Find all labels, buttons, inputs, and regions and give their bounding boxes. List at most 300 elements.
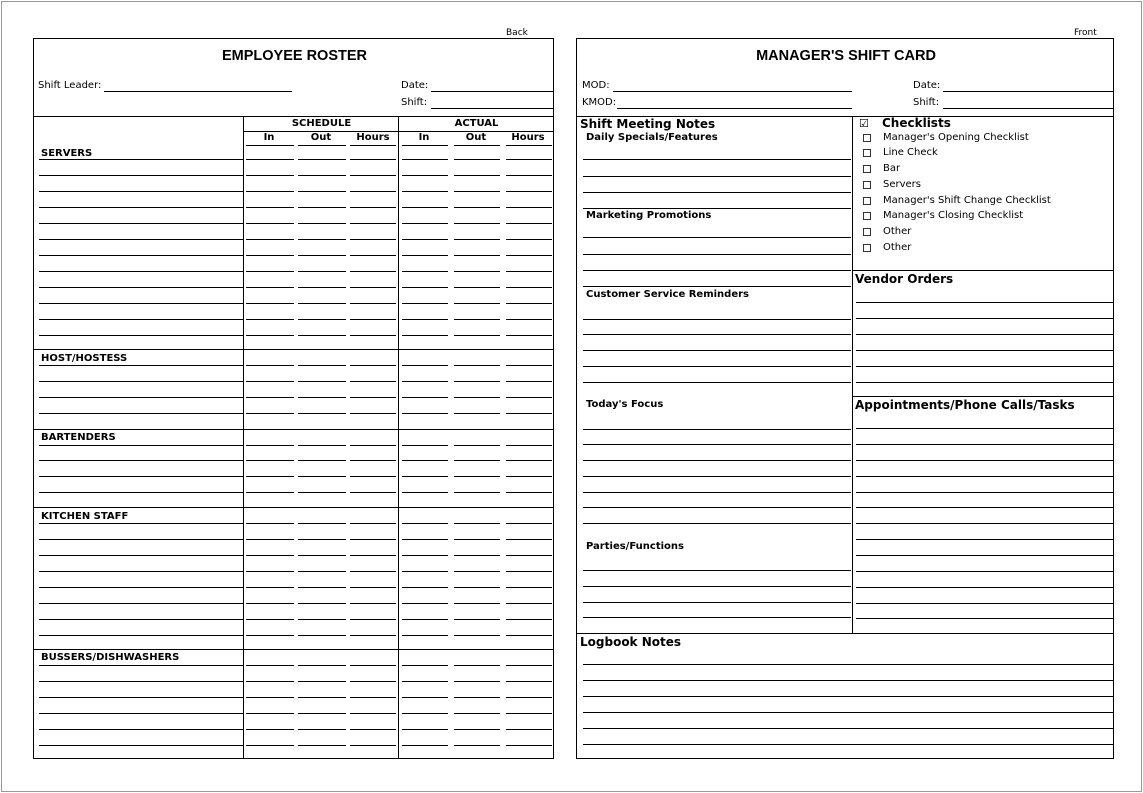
checklist-item-label: Manager's Opening Checklist bbox=[883, 132, 1029, 143]
kmod-field[interactable] bbox=[617, 108, 852, 109]
name-write-line bbox=[39, 239, 243, 240]
name-write-line bbox=[39, 523, 243, 524]
time-write-line bbox=[246, 697, 294, 698]
checkbox-icon[interactable] bbox=[863, 149, 871, 157]
notes-write-line bbox=[583, 159, 851, 160]
time-write-line bbox=[298, 159, 346, 160]
time-write-line bbox=[246, 159, 294, 160]
name-write-line bbox=[39, 287, 243, 288]
time-write-line bbox=[454, 223, 500, 224]
time-write-line bbox=[298, 571, 346, 572]
time-write-line bbox=[298, 319, 346, 320]
schedule-hours-header: Hours bbox=[356, 132, 390, 143]
time-write-line bbox=[298, 681, 346, 682]
time-write-line bbox=[402, 271, 448, 272]
name-write-line bbox=[39, 381, 243, 382]
logbook-write-line bbox=[583, 744, 1113, 745]
column-header-underline bbox=[402, 145, 448, 146]
roster-date-field[interactable] bbox=[431, 91, 553, 92]
card-date-field[interactable] bbox=[943, 91, 1114, 92]
time-write-line bbox=[454, 159, 500, 160]
time-write-line bbox=[506, 745, 552, 746]
card-column-divider bbox=[852, 116, 853, 633]
time-write-line bbox=[454, 603, 500, 604]
category-host-hostess: HOST/HOSTESS bbox=[41, 353, 128, 364]
time-write-line bbox=[506, 460, 552, 461]
time-write-line bbox=[246, 365, 294, 366]
time-write-line bbox=[246, 191, 294, 192]
time-write-line bbox=[506, 523, 552, 524]
time-write-line bbox=[506, 207, 552, 208]
notes-write-line bbox=[583, 586, 851, 587]
time-write-line bbox=[246, 713, 294, 714]
notes-write-line bbox=[583, 570, 851, 571]
time-write-line bbox=[402, 303, 448, 304]
time-write-line bbox=[506, 397, 552, 398]
name-write-line bbox=[39, 223, 243, 224]
time-write-line bbox=[454, 335, 500, 336]
time-write-line bbox=[506, 492, 552, 493]
name-write-line bbox=[39, 697, 243, 698]
time-write-line bbox=[454, 697, 500, 698]
category-kitchen-staff: KITCHEN STAFF bbox=[41, 511, 129, 522]
notes-write-line bbox=[583, 444, 851, 445]
time-write-line bbox=[506, 175, 552, 176]
logbook-write-line bbox=[583, 712, 1113, 713]
name-write-line bbox=[39, 303, 243, 304]
time-write-line bbox=[454, 255, 500, 256]
time-write-line bbox=[402, 713, 448, 714]
notes-write-line bbox=[583, 334, 851, 335]
time-write-line bbox=[506, 445, 552, 446]
time-write-line bbox=[350, 413, 396, 414]
time-write-line bbox=[350, 587, 396, 588]
time-write-line bbox=[350, 191, 396, 192]
vendor-write-line bbox=[856, 350, 1113, 351]
time-write-line bbox=[350, 523, 396, 524]
column-header-underline bbox=[454, 145, 500, 146]
roster-title: EMPLOYEE ROSTER bbox=[221, 48, 368, 64]
time-write-line bbox=[454, 207, 500, 208]
appointment-write-line bbox=[856, 523, 1113, 524]
name-write-line bbox=[39, 445, 243, 446]
notes-write-line bbox=[583, 208, 851, 209]
actual-in-header: In bbox=[418, 132, 430, 143]
checkbox-icon[interactable] bbox=[863, 181, 871, 189]
time-write-line bbox=[350, 476, 396, 477]
time-write-line bbox=[402, 397, 448, 398]
notes-write-line bbox=[583, 366, 851, 367]
time-write-line bbox=[454, 175, 500, 176]
checkbox-icon[interactable] bbox=[863, 165, 871, 173]
back-label: Back bbox=[506, 28, 528, 38]
time-write-line bbox=[402, 539, 448, 540]
time-write-line bbox=[246, 635, 294, 636]
time-write-line bbox=[506, 603, 552, 604]
time-write-line bbox=[350, 175, 396, 176]
checkbox-icon[interactable] bbox=[863, 212, 871, 220]
time-write-line bbox=[506, 303, 552, 304]
time-write-line bbox=[454, 523, 500, 524]
time-write-line bbox=[506, 713, 552, 714]
checkbox-icon[interactable] bbox=[863, 134, 871, 142]
time-write-line bbox=[298, 555, 346, 556]
time-write-line bbox=[298, 207, 346, 208]
appointment-write-line bbox=[856, 587, 1113, 588]
time-write-line bbox=[246, 223, 294, 224]
checklist-item-label: Manager's Shift Change Checklist bbox=[883, 195, 1051, 206]
time-write-line bbox=[402, 255, 448, 256]
appointment-write-line bbox=[856, 460, 1113, 461]
notes-write-line bbox=[583, 176, 851, 177]
checklist-item-label: Other bbox=[883, 226, 912, 237]
time-write-line bbox=[506, 239, 552, 240]
time-write-line bbox=[350, 287, 396, 288]
time-write-line bbox=[454, 729, 500, 730]
checklist-item[interactable] bbox=[863, 226, 911, 237]
logbook-write-line bbox=[583, 680, 1113, 681]
checkbox-icon[interactable] bbox=[863, 228, 871, 236]
time-write-line bbox=[298, 175, 346, 176]
shift-card-title: MANAGER'S SHIFT CARD bbox=[756, 48, 936, 64]
time-write-line bbox=[454, 713, 500, 714]
category-separator bbox=[34, 649, 553, 650]
time-write-line bbox=[246, 603, 294, 604]
time-write-line bbox=[402, 159, 448, 160]
time-write-line bbox=[246, 681, 294, 682]
time-write-line bbox=[350, 745, 396, 746]
checklist-item-label: Other bbox=[883, 242, 912, 253]
schedule-in-header: In bbox=[263, 132, 275, 143]
time-write-line bbox=[506, 555, 552, 556]
column-header-underline bbox=[298, 145, 346, 146]
mod-label: MOD: bbox=[582, 80, 610, 91]
column-header-underline bbox=[350, 145, 396, 146]
card-shift-field[interactable] bbox=[943, 108, 1114, 109]
time-write-line bbox=[454, 271, 500, 272]
time-write-line bbox=[454, 665, 500, 666]
card-shift-label: Shift: bbox=[913, 97, 940, 108]
time-write-line bbox=[298, 476, 346, 477]
parties-functions-heading: Parties/Functions bbox=[586, 541, 684, 552]
vendor-orders-heading: Vendor Orders bbox=[855, 272, 954, 286]
time-write-line bbox=[454, 287, 500, 288]
time-write-line bbox=[506, 619, 552, 620]
name-column-divider bbox=[243, 116, 244, 759]
time-write-line bbox=[506, 587, 552, 588]
time-write-line bbox=[506, 287, 552, 288]
name-write-line bbox=[39, 460, 243, 461]
vendor-write-line bbox=[856, 318, 1113, 319]
checklist-item-label: Bar bbox=[883, 163, 901, 174]
time-write-line bbox=[402, 223, 448, 224]
time-write-line bbox=[298, 381, 346, 382]
time-write-line bbox=[350, 303, 396, 304]
notes-write-line bbox=[583, 602, 851, 603]
logbook-divider bbox=[577, 633, 1113, 634]
name-write-line bbox=[39, 207, 243, 208]
checklist-item[interactable] bbox=[863, 242, 911, 253]
time-write-line bbox=[506, 223, 552, 224]
logbook-write-line bbox=[583, 696, 1113, 697]
time-write-line bbox=[298, 587, 346, 588]
checklist-item-label: Manager's Closing Checklist bbox=[883, 210, 1024, 221]
roster-shift-field[interactable] bbox=[431, 108, 553, 109]
name-write-line bbox=[39, 255, 243, 256]
time-write-line bbox=[298, 619, 346, 620]
time-write-line bbox=[454, 460, 500, 461]
time-write-line bbox=[246, 555, 294, 556]
time-write-line bbox=[350, 492, 396, 493]
appointment-write-line bbox=[856, 444, 1113, 445]
time-write-line bbox=[506, 635, 552, 636]
appointment-write-line bbox=[856, 539, 1113, 540]
time-write-line bbox=[246, 445, 294, 446]
schedule-actual-divider bbox=[398, 116, 399, 759]
time-write-line bbox=[350, 713, 396, 714]
time-write-line bbox=[454, 555, 500, 556]
time-write-line bbox=[402, 697, 448, 698]
time-write-line bbox=[454, 587, 500, 588]
time-write-line bbox=[246, 665, 294, 666]
time-write-line bbox=[298, 697, 346, 698]
time-write-line bbox=[350, 271, 396, 272]
time-write-line bbox=[402, 555, 448, 556]
time-write-line bbox=[298, 335, 346, 336]
time-write-line bbox=[246, 619, 294, 620]
schedule-header: SCHEDULE bbox=[291, 118, 352, 129]
time-write-line bbox=[246, 523, 294, 524]
time-write-line bbox=[402, 665, 448, 666]
time-write-line bbox=[298, 523, 346, 524]
time-write-line bbox=[246, 381, 294, 382]
kmod-label: KMOD: bbox=[582, 97, 617, 108]
time-write-line bbox=[246, 539, 294, 540]
time-write-line bbox=[402, 745, 448, 746]
time-write-line bbox=[506, 365, 552, 366]
category-separator bbox=[34, 429, 553, 430]
notes-write-line bbox=[583, 523, 851, 524]
time-write-line bbox=[402, 335, 448, 336]
name-write-line bbox=[39, 397, 243, 398]
time-write-line bbox=[350, 207, 396, 208]
notes-write-line bbox=[583, 350, 851, 351]
time-write-line bbox=[298, 460, 346, 461]
time-write-line bbox=[454, 365, 500, 366]
time-write-line bbox=[402, 175, 448, 176]
daily-specials-heading: Daily Specials/Features bbox=[586, 132, 718, 143]
checklist-item-label: Servers bbox=[883, 179, 922, 190]
time-write-line bbox=[350, 397, 396, 398]
time-write-line bbox=[246, 587, 294, 588]
mod-field[interactable] bbox=[613, 91, 852, 92]
time-write-line bbox=[298, 223, 346, 224]
checkbox-icon[interactable] bbox=[863, 244, 871, 252]
time-write-line bbox=[506, 271, 552, 272]
shift-leader-label: Shift Leader: bbox=[38, 80, 102, 91]
notes-write-line bbox=[583, 460, 851, 461]
time-write-line bbox=[402, 603, 448, 604]
time-write-line bbox=[454, 191, 500, 192]
checklist-item[interactable] bbox=[863, 132, 1029, 143]
time-write-line bbox=[402, 460, 448, 461]
time-write-line bbox=[350, 729, 396, 730]
name-write-line bbox=[39, 319, 243, 320]
logbook-write-line bbox=[583, 664, 1113, 665]
notes-write-line bbox=[583, 192, 851, 193]
time-write-line bbox=[454, 492, 500, 493]
time-write-line bbox=[402, 365, 448, 366]
checkbox-icon[interactable] bbox=[863, 197, 871, 205]
time-write-line bbox=[454, 239, 500, 240]
time-write-line bbox=[506, 255, 552, 256]
time-write-line bbox=[246, 271, 294, 272]
logbook-notes-heading: Logbook Notes bbox=[580, 635, 682, 649]
checklist-item[interactable] bbox=[863, 147, 938, 158]
time-write-line bbox=[454, 397, 500, 398]
time-write-line bbox=[246, 335, 294, 336]
time-write-line bbox=[246, 239, 294, 240]
time-write-line bbox=[454, 539, 500, 540]
schedule-out-header: Out bbox=[310, 132, 332, 143]
time-write-line bbox=[350, 445, 396, 446]
category-separator bbox=[34, 507, 553, 508]
name-write-line bbox=[39, 365, 243, 366]
notes-write-line bbox=[583, 237, 851, 238]
actual-out-header: Out bbox=[465, 132, 487, 143]
time-write-line bbox=[298, 492, 346, 493]
time-write-line bbox=[350, 555, 396, 556]
notes-write-line bbox=[583, 507, 851, 508]
time-write-line bbox=[246, 319, 294, 320]
time-write-line bbox=[298, 665, 346, 666]
time-write-line bbox=[298, 635, 346, 636]
name-write-line bbox=[39, 539, 243, 540]
name-write-line bbox=[39, 175, 243, 176]
time-write-line bbox=[298, 603, 346, 604]
notes-write-line bbox=[583, 319, 851, 320]
notes-write-line bbox=[583, 286, 851, 287]
time-write-line bbox=[246, 729, 294, 730]
time-write-line bbox=[402, 319, 448, 320]
time-write-line bbox=[402, 619, 448, 620]
checklist-item[interactable] bbox=[863, 179, 921, 190]
time-write-line bbox=[402, 523, 448, 524]
checklists-heading: Checklists bbox=[882, 116, 951, 130]
notes-write-line bbox=[583, 617, 851, 618]
time-write-line bbox=[350, 665, 396, 666]
time-write-line bbox=[350, 335, 396, 336]
notes-write-line bbox=[583, 492, 851, 493]
time-write-line bbox=[506, 681, 552, 682]
time-write-line bbox=[298, 445, 346, 446]
name-write-line bbox=[39, 413, 243, 414]
time-write-line bbox=[402, 191, 448, 192]
time-write-line bbox=[246, 287, 294, 288]
name-write-line bbox=[39, 335, 243, 336]
actual-hours-header: Hours bbox=[511, 132, 545, 143]
shift-meeting-notes-heading: Shift Meeting Notes bbox=[580, 117, 716, 131]
time-write-line bbox=[402, 571, 448, 572]
time-write-line bbox=[350, 635, 396, 636]
name-write-line bbox=[39, 635, 243, 636]
time-write-line bbox=[298, 239, 346, 240]
front-label: Front bbox=[1074, 28, 1097, 38]
notes-write-line bbox=[583, 476, 851, 477]
time-write-line bbox=[350, 319, 396, 320]
time-write-line bbox=[506, 729, 552, 730]
category-separator bbox=[34, 349, 553, 350]
category-bartenders: BARTENDERS bbox=[41, 432, 116, 443]
shift-leader-field[interactable] bbox=[104, 91, 292, 92]
name-write-line bbox=[39, 191, 243, 192]
time-write-line bbox=[506, 319, 552, 320]
actual-header: ACTUAL bbox=[454, 118, 499, 129]
time-write-line bbox=[246, 397, 294, 398]
time-write-line bbox=[298, 271, 346, 272]
roster-divider bbox=[34, 116, 553, 117]
name-write-line bbox=[39, 271, 243, 272]
time-write-line bbox=[454, 619, 500, 620]
column-header-underline bbox=[246, 145, 294, 146]
name-write-line bbox=[39, 603, 243, 604]
time-write-line bbox=[402, 445, 448, 446]
appointment-write-line bbox=[856, 476, 1113, 477]
time-write-line bbox=[350, 365, 396, 366]
time-write-line bbox=[298, 191, 346, 192]
time-write-line bbox=[402, 492, 448, 493]
time-write-line bbox=[402, 476, 448, 477]
checklist-item[interactable] bbox=[863, 163, 900, 174]
time-write-line bbox=[298, 539, 346, 540]
time-write-line bbox=[454, 745, 500, 746]
time-write-line bbox=[506, 539, 552, 540]
vendor-write-line bbox=[856, 366, 1113, 367]
employee-roster-panel bbox=[33, 38, 554, 759]
time-write-line bbox=[402, 413, 448, 414]
name-write-line bbox=[39, 665, 243, 666]
time-write-line bbox=[298, 397, 346, 398]
checklist-item[interactable] bbox=[863, 195, 1051, 206]
name-write-line bbox=[39, 555, 243, 556]
checklist-item[interactable] bbox=[863, 210, 1023, 221]
time-write-line bbox=[350, 460, 396, 461]
time-write-line bbox=[246, 255, 294, 256]
time-write-line bbox=[402, 381, 448, 382]
notes-write-line bbox=[583, 270, 851, 271]
time-write-line bbox=[246, 460, 294, 461]
time-write-line bbox=[350, 539, 396, 540]
time-write-line bbox=[298, 745, 346, 746]
time-write-line bbox=[246, 492, 294, 493]
time-write-line bbox=[298, 303, 346, 304]
time-write-line bbox=[246, 175, 294, 176]
appointments-heading: Appointments/Phone Calls/Tasks bbox=[855, 398, 1075, 412]
appointments-divider bbox=[852, 396, 1113, 397]
time-write-line bbox=[506, 476, 552, 477]
appointment-write-line bbox=[856, 571, 1113, 572]
todays-focus-heading: Today's Focus bbox=[586, 399, 664, 410]
time-write-line bbox=[454, 381, 500, 382]
column-header-underline bbox=[506, 145, 552, 146]
time-write-line bbox=[402, 587, 448, 588]
marketing-promotions-heading: Marketing Promotions bbox=[586, 210, 712, 221]
time-write-line bbox=[350, 159, 396, 160]
time-write-line bbox=[506, 571, 552, 572]
name-write-line bbox=[39, 159, 243, 160]
name-write-line bbox=[39, 571, 243, 572]
shift-card-panel bbox=[576, 38, 1114, 759]
